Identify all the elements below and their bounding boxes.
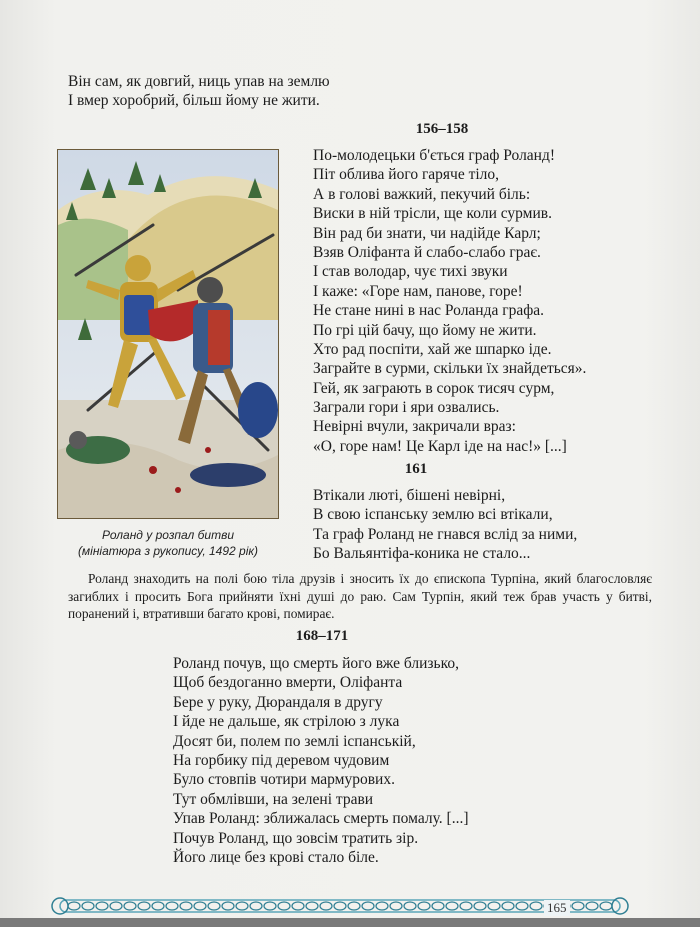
ornament-loop xyxy=(208,902,220,910)
ornament-loop xyxy=(278,902,290,910)
ornament-loop xyxy=(432,902,444,910)
verse-stanza-1 xyxy=(313,146,586,456)
ornament-loop xyxy=(222,902,234,910)
section-heading-168-171: 168–171 xyxy=(295,628,349,644)
verse-line: Заграйте в сурми, скільки їх знайдеться». xyxy=(313,360,587,378)
ornament-loop xyxy=(586,902,598,910)
verse-stanza-2 xyxy=(313,486,577,564)
ornament-loop xyxy=(390,902,402,910)
verse-line: І каже: «Горе нам, панове, горе! xyxy=(313,282,523,300)
ornament-loop xyxy=(110,902,122,910)
ornament-loop xyxy=(82,902,94,910)
ornament-loop xyxy=(138,902,150,910)
verse-line: Упав Роланд: зближалась смерть помалу. [...] xyxy=(173,810,469,828)
ornament-loop xyxy=(124,902,136,910)
verse-line: Виски в ній трісли, ще коли сурмив. xyxy=(313,205,552,223)
ornament-loop xyxy=(572,902,584,910)
verse-line: Піт облива його гаряче тіло, xyxy=(313,166,500,184)
verse-line: І став володар, чує тихі звуки xyxy=(313,263,508,281)
verse-line: Було стовпів чотири мармурових. xyxy=(173,771,395,789)
section-heading-161: 161 xyxy=(404,461,428,477)
ornament-loop xyxy=(530,902,542,910)
ornament-loop xyxy=(236,902,248,910)
verse-line: «О, горе нам! Це Карл іде на нас!» [...] xyxy=(313,437,567,455)
ornament-loop xyxy=(488,902,500,910)
verse-line: Щоб бездоганно вмерти, Оліфанта xyxy=(173,674,403,692)
ornament-loop xyxy=(250,902,262,910)
verse-line: Він рад би знати, чи надійде Карл; xyxy=(313,224,541,242)
verse-line: Досят би, полем по землі іспанській, xyxy=(173,732,416,750)
ornament-loop xyxy=(404,902,416,910)
verse-line: А в голові важкий, пекучий біль: xyxy=(313,185,531,203)
caption-title: Роланд у розпал битви xyxy=(101,528,235,542)
ornament-loop xyxy=(152,902,164,910)
ornament-border xyxy=(50,894,630,918)
verse-line: Взяв Оліфанта й слабо-слабо грає. xyxy=(313,243,541,261)
ornament-loop xyxy=(516,902,528,910)
ornament-loop xyxy=(348,902,360,910)
verse-line: І вмер хоробрий, більш йому не жити. xyxy=(68,92,320,110)
verse-line: Роланд почув, що смерть його вже близько, xyxy=(173,655,459,672)
verse-line: Хто рад поспіти, хай же шпарко іде. xyxy=(313,340,552,358)
battle-scene-image xyxy=(58,150,278,518)
ornament-loop xyxy=(180,902,192,910)
ornament-loop xyxy=(320,902,332,910)
footer-ornament xyxy=(50,894,630,918)
ornament-loop xyxy=(376,902,388,910)
ornament-loop xyxy=(446,902,458,910)
verse-line: Його лице без крові стало біле. xyxy=(173,848,379,866)
verse-line: Бо Вальянтіфа-коника не стало... xyxy=(313,545,531,563)
ornament-loop xyxy=(502,902,514,910)
verse-line: Та граф Роланд не гнався вслід за ними, xyxy=(313,525,578,543)
ornament-loop xyxy=(264,902,276,910)
ornament-loop xyxy=(600,902,612,910)
verse-line: Невірні вчули, закричали враз: xyxy=(313,418,516,436)
verse-line: Бере у руку, Дюрандаля в другу xyxy=(173,693,383,711)
bottom-edge xyxy=(0,918,700,927)
verse-line: Гей, як заграють в сорок тисяч сурм, xyxy=(313,379,555,397)
verse-line: Втікали люті, бішені невірні, xyxy=(313,487,506,504)
verse-line: І йде не дальше, як стрілою з лука xyxy=(173,713,400,731)
figure-caption xyxy=(50,527,286,559)
verse-line: Він сам, як довгий, ниць упав на землю xyxy=(68,73,330,90)
ornament-loop xyxy=(194,902,206,910)
verse-line: Не стане нині в нас Роланда графа. xyxy=(313,302,545,320)
ornament-loop xyxy=(166,902,178,910)
verse-line: По-молодецьки б'ється граф Роланд! xyxy=(313,147,556,164)
ornament-loop xyxy=(334,902,346,910)
ornament-loop xyxy=(306,902,318,910)
verse-line: В свою іспанську землю всі втікали, xyxy=(313,506,553,524)
prose-paragraph: Роланд знаходить на полі бою тіла друзів і зносить їх до єпископа Турпіна, який благословляє загиблих і просить Бога прийняти їхні душі до раю. Сам Турпін, який теж брав участь у битві, поранений і, втративши багато крові, помирає. xyxy=(68,571,652,622)
ornament-loop xyxy=(68,902,80,910)
verse-line: На горбику під деревом чудовим xyxy=(173,751,390,769)
verse-line: По грі цій бачу, що йому не жити. xyxy=(313,321,537,339)
ornament-loop xyxy=(292,902,304,910)
verse-stanza-3 xyxy=(173,654,468,867)
manuscript-miniature xyxy=(57,149,279,519)
ornament-loop xyxy=(362,902,374,910)
intro-verse xyxy=(68,72,330,111)
ornament-loop xyxy=(418,902,430,910)
ornament-loop xyxy=(96,902,108,910)
section-heading-156-158: 156–158 xyxy=(415,121,469,137)
ornament-loop xyxy=(474,902,486,910)
ornament-loop xyxy=(460,902,472,910)
verse-line: Почув Роланд, що зовсім тратить зір. xyxy=(173,829,419,847)
caption-source: (мініатюра з рукопису, 1492 рік) xyxy=(77,544,259,558)
verse-line: Тут обмлівши, на зелені трави xyxy=(173,790,374,808)
page-number: 165 xyxy=(544,900,570,916)
verse-line: Заграли гори і яри озвались. xyxy=(313,399,500,417)
